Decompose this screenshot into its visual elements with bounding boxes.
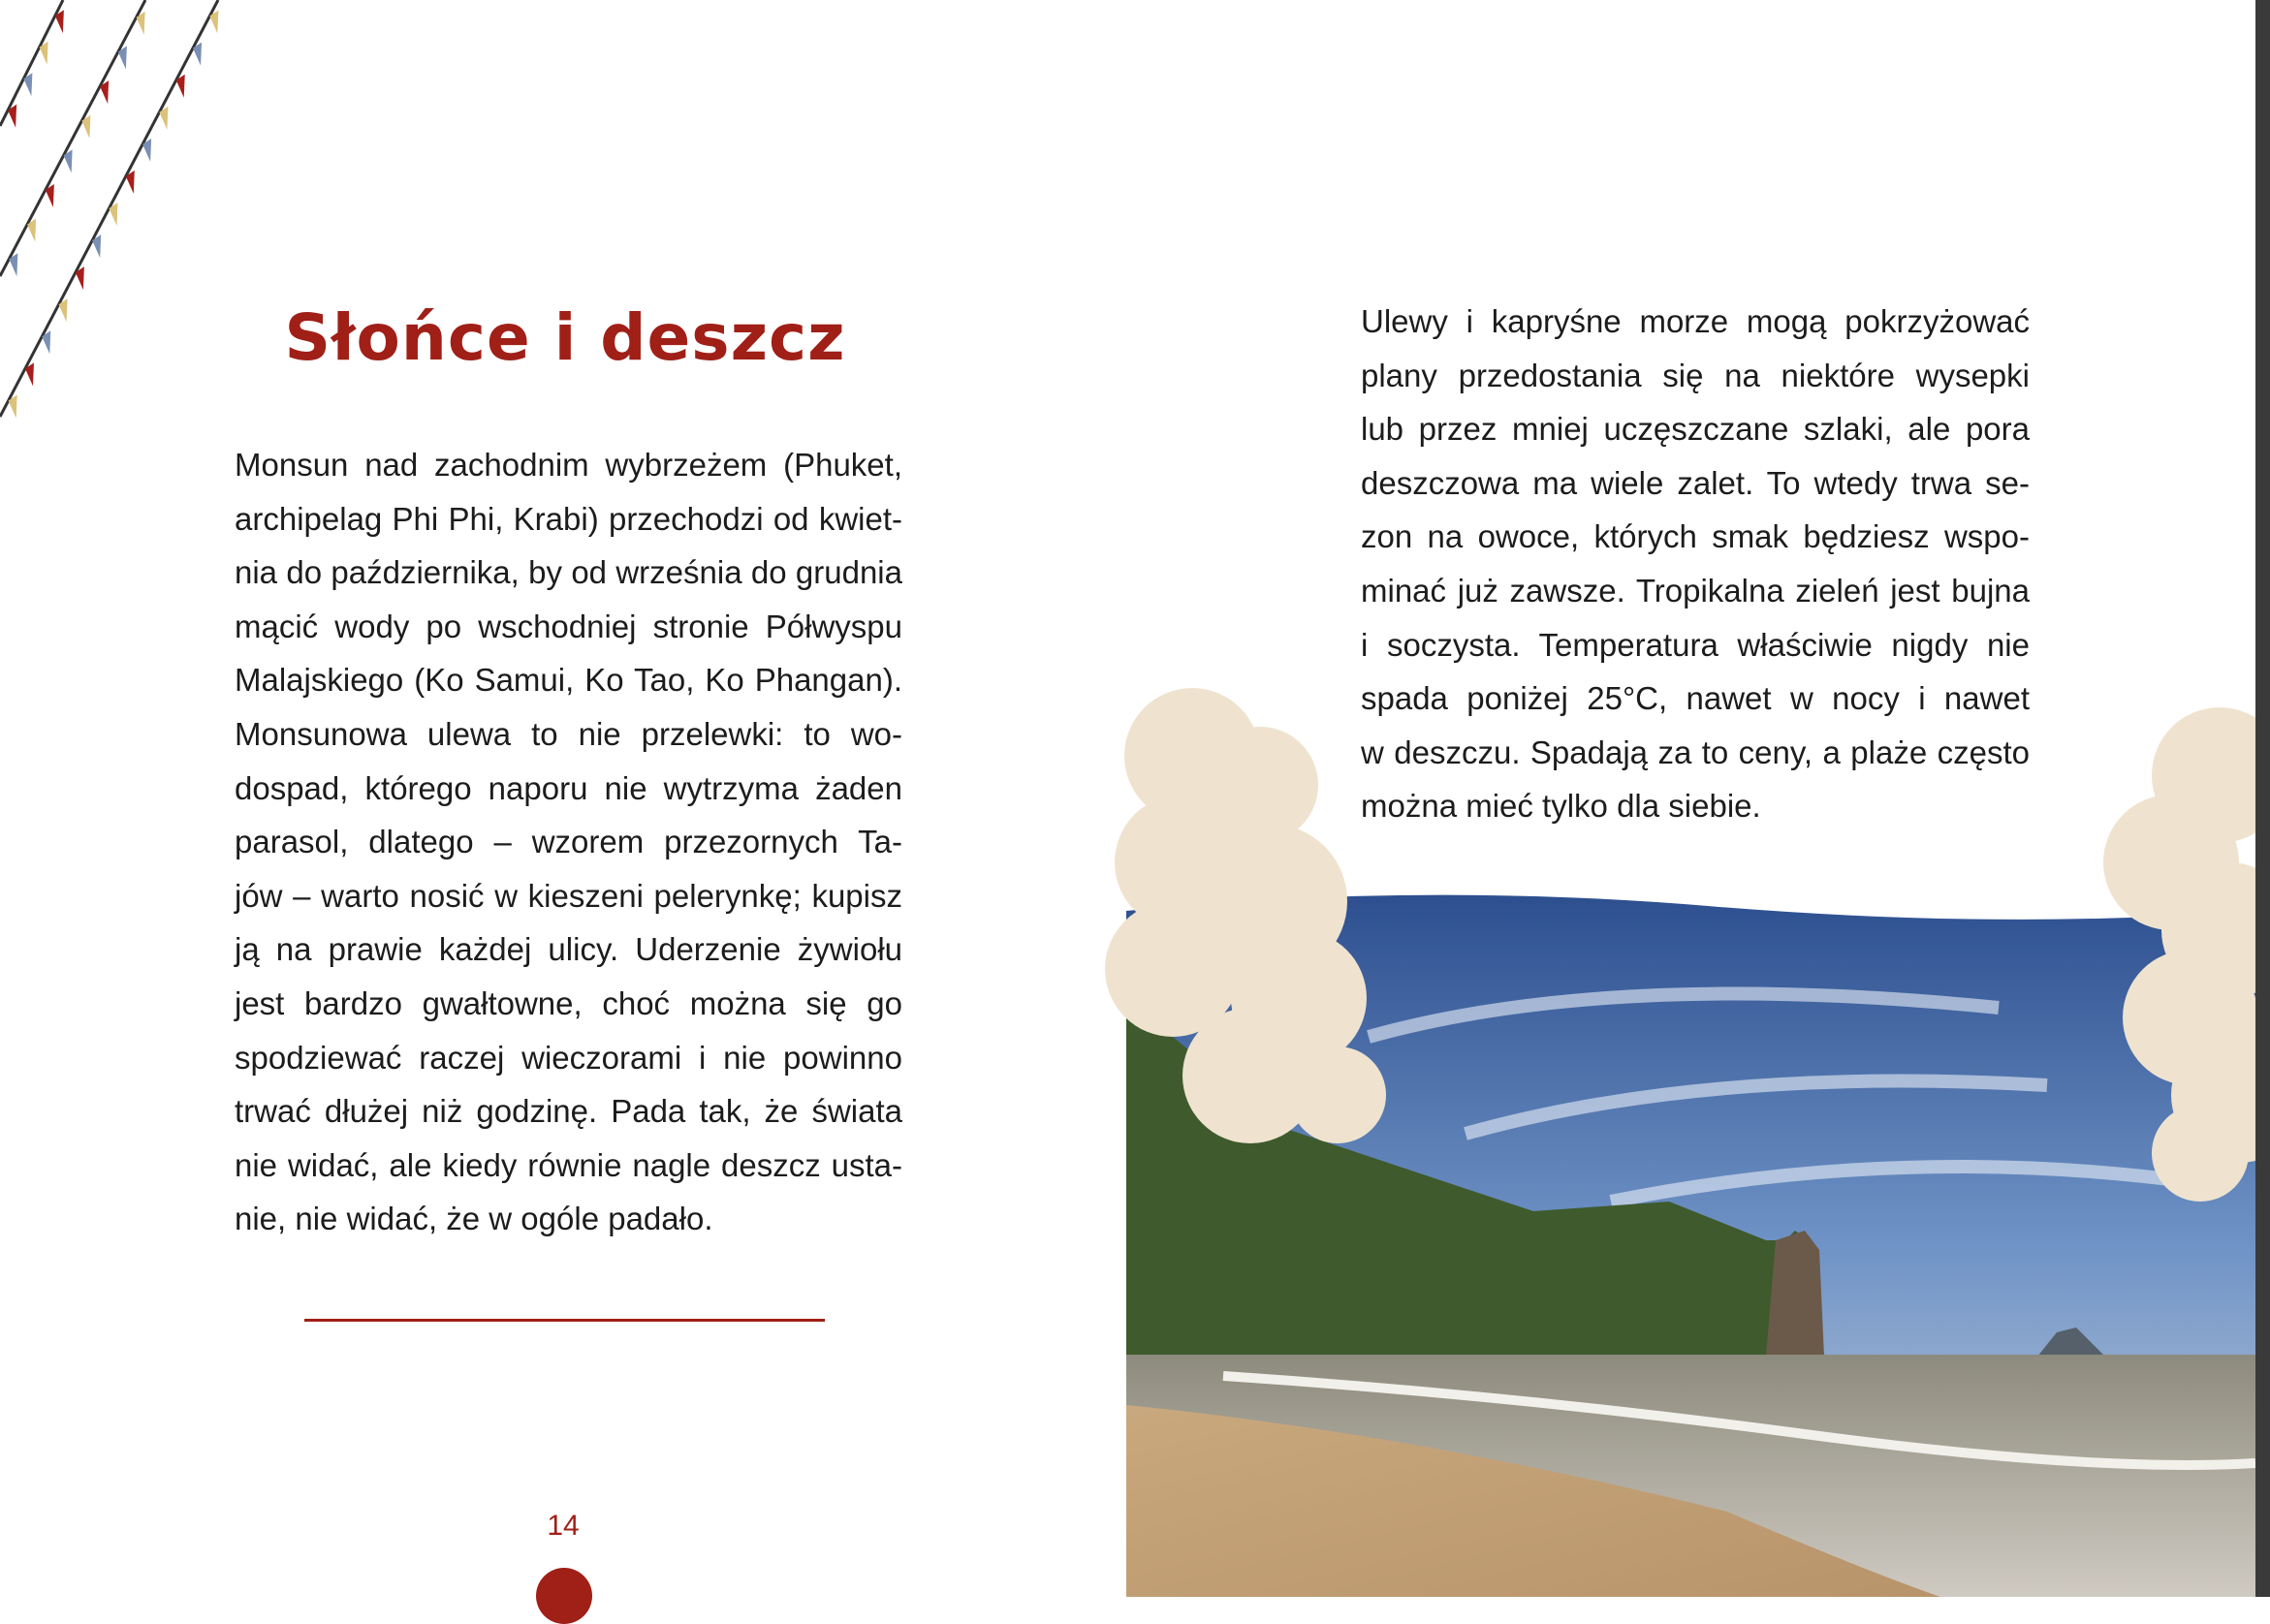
text-line: parasol, dlatego – wzorem przezornych Ta- xyxy=(235,824,902,860)
text-line: minać już zawsze. Tropikalna zieleń jest bujna xyxy=(1361,572,2030,609)
left-paragraph xyxy=(235,438,902,1246)
text-line: jest bardzo gwałtowne, choć można się go xyxy=(235,984,902,1021)
window-edge xyxy=(2255,0,2270,1597)
text-line: zon na owoce, których smak będziesz wspo- xyxy=(1361,518,2030,555)
text-line: nia do października, by od września do grudnia xyxy=(235,554,902,591)
text-line: trwać dłużej niż godzinę. Pada tak, że świata xyxy=(235,1093,902,1130)
page-title: Słońce i deszcz xyxy=(284,300,846,375)
text-line: Malajskiego (Ko Samui, Ko Tao, Ko Phangan). xyxy=(235,662,902,699)
page-number: 14 xyxy=(547,1510,580,1542)
text-line: w deszczu. Spadają za to ceny, a plaże często xyxy=(1361,734,2030,770)
bunting-string xyxy=(0,0,63,126)
text-line: ją na prawie każdej ulicy. Uderzenie żywiołu xyxy=(235,931,902,968)
text-line: archipelag Phi Phi, Krabi) przechodzi od kwiet- xyxy=(235,500,902,537)
text-line: Ulewy i kapryśne morze mogą pokrzyżować xyxy=(1361,303,2030,339)
text-line: można mieć tylko dla siebie. xyxy=(1361,788,1761,825)
bunting-decoration xyxy=(0,0,446,446)
text-line: Monsun nad zachodnim wybrzeżem (Phuket, xyxy=(235,447,902,483)
text-line: nie, nie widać, że w ogóle padało. xyxy=(235,1201,713,1237)
page-marker-dot xyxy=(536,1568,592,1624)
text-line: nie widać, ale kiedy równie nagle deszcz usta- xyxy=(235,1146,902,1183)
text-line: mącić wody po wschodniej stronie Półwyspu xyxy=(235,608,902,644)
bunting-string xyxy=(0,0,145,276)
text-line: spodziewać raczej wieczorami i nie powinno xyxy=(235,1039,902,1076)
right-paragraph xyxy=(1361,295,2030,833)
divider-line xyxy=(304,1319,825,1322)
text-line: jów – warto nosić w kieszeni pelerynkę; kupisz xyxy=(235,877,902,914)
cloud-right-decoration xyxy=(2084,698,2255,1202)
text-line: i soczysta. Temperatura właściwie nigdy nie xyxy=(1361,626,2030,663)
text-line: deszczowa ma wiele zalet. To wtedy trwa se- xyxy=(1361,464,2030,501)
text-line: spada poniżej 25°C, nawet w nocy i nawet xyxy=(1361,680,2030,717)
text-line: plany przedostania się na niektóre wysepki xyxy=(1361,357,2030,393)
cloud-left-decoration xyxy=(1076,678,1425,1163)
text-line: lub przez mniej uczęszczane szlaki, ale pora xyxy=(1361,411,2030,448)
text-line: Monsunowa ulewa to nie przelewki: to wo- xyxy=(235,715,902,752)
text-line: dospad, którego naporu nie wytrzyma żaden xyxy=(235,769,902,806)
